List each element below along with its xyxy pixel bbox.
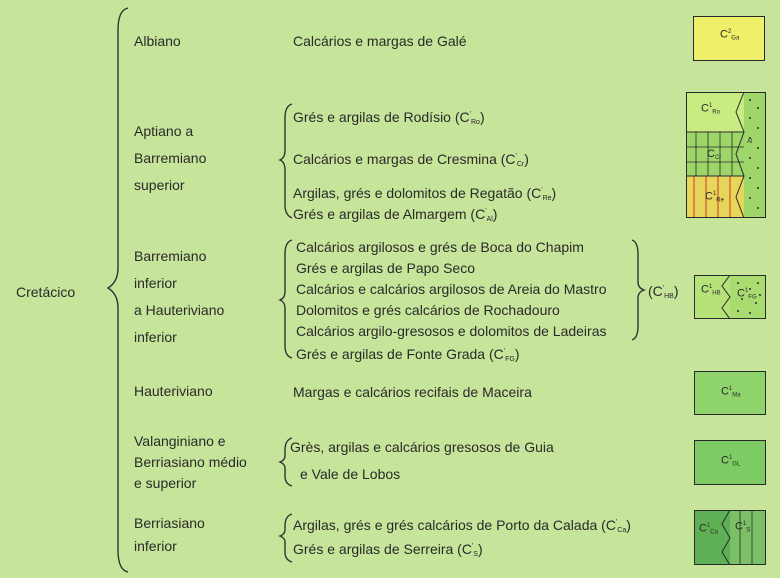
unit-vale-lobos: e Vale de Lobos [300, 466, 401, 482]
aptiano-pattern [686, 92, 766, 218]
stage-valanginiano-line2: Berriasiano médio [134, 454, 247, 470]
legend-label-c1-s: $C^1S$ [735, 520, 751, 534]
stage-barremiano-line4: inferior [134, 329, 177, 345]
legend-box-c1-ca-s [694, 510, 766, 565]
legend-label-c1-ro: $C^1Ro$ [701, 102, 720, 116]
stage-berriasiano-line2: inferior [134, 538, 177, 554]
stage-barremiano-line2: inferior [134, 275, 177, 291]
unit-almargem: Grés e argilas de Almargem $(C'_{Al})$ [293, 206, 498, 223]
stage-aptiano-line2: Barremiano [134, 150, 207, 166]
hb-brace [632, 240, 644, 340]
stage-aptiano-line1: Aptiano a [134, 123, 194, 139]
unit-guia: Grès, argilas e calcários gresosos de Guia [290, 439, 554, 455]
stage-valanginiano-line3: e superior [134, 475, 197, 491]
barremiano-brace [280, 240, 292, 358]
legend-box-c1-hb-fg [694, 275, 766, 319]
legend-box-c2-ga [693, 16, 765, 61]
unit-maceira: Margas e calcários recifais de Maceira [293, 384, 532, 400]
legend-label-c1-hb: $C^1HB$ [701, 283, 721, 297]
unit-porto-calada: Argilas, grés e grés calcários de Porto da Calada $(C'_{Ca})$ [293, 517, 631, 534]
legend-label-c1-fg: $C^1FG$ [737, 287, 757, 301]
unit-regatao: Argilas, grés e dolomitos de Regatão $(C'_{Re})$ [293, 185, 557, 202]
stage-berriasiano-line1: Berriasiano [134, 515, 205, 531]
unit-rodisio: Grés e argilas de Rodísio $(C'_{Ro})$ [293, 109, 485, 126]
legend-box-aptiano [686, 92, 766, 218]
stage-valanginiano-line1: Valanginiano e [134, 433, 226, 449]
legend-label-c1-cr: CCr [707, 148, 722, 161]
unit-ladeiras: Calcários argilo-gresosos e dolomitos de Ladeiras [296, 323, 607, 339]
cretaceous-label: Cretácico [16, 284, 76, 300]
stage-hauteriviano: Hauteriviano [134, 383, 213, 399]
stage-barremiano-line3: a Hauteriviano [134, 302, 225, 318]
legend-label-c1-al: Al [747, 139, 753, 145]
legend-box-c1-gl [694, 440, 766, 485]
cretaceous-brace [108, 8, 128, 572]
aptiano-brace [280, 104, 292, 218]
legend-label-c1-gl: $C^1GL$ [721, 454, 741, 468]
unit-serreira: Grés e argilas de Serreira $(C'_S)$ [293, 541, 483, 558]
legend-label-c2-ga: $C^2Ga$ [720, 28, 740, 42]
unit-rochadouro: Dolomitos e grés calcários de Rochadouro [296, 302, 560, 318]
stage-aptiano-line3: superior [134, 177, 185, 193]
unit-hb-code: $(C'_{HB})$ [648, 283, 679, 300]
unit-areia-mastro: Calcários e calcários argilosos de Areia do Mastro [296, 281, 607, 297]
legend-label-c1-ma: $C^1Ma$ [721, 385, 741, 399]
legend-label-c1-re: $C^1Re$ [705, 190, 724, 204]
berriasiano-brace [280, 514, 292, 562]
legend-label-c1-ca: $C^1Ca$ [699, 522, 718, 536]
unit-cresmina: Calcários e margas de Cresmina $(C'_{Cr})$ [293, 151, 529, 168]
legend-box-c1-ma [694, 371, 766, 415]
unit-boca-chapim: Calcários argilosos e grés de Boca do Chapim [296, 239, 584, 255]
stage-albiano: Albiano [134, 33, 181, 49]
unit-gale: Calcários e margas de Galé [293, 33, 467, 49]
unit-papo-seco: Grés e argilas de Papo Seco [296, 260, 475, 276]
stage-barremiano-line1: Barremiano [134, 248, 207, 264]
unit-fonte-grada: Grés e argilas de Fonte Grada $(C'_{FG})$ [296, 346, 520, 363]
